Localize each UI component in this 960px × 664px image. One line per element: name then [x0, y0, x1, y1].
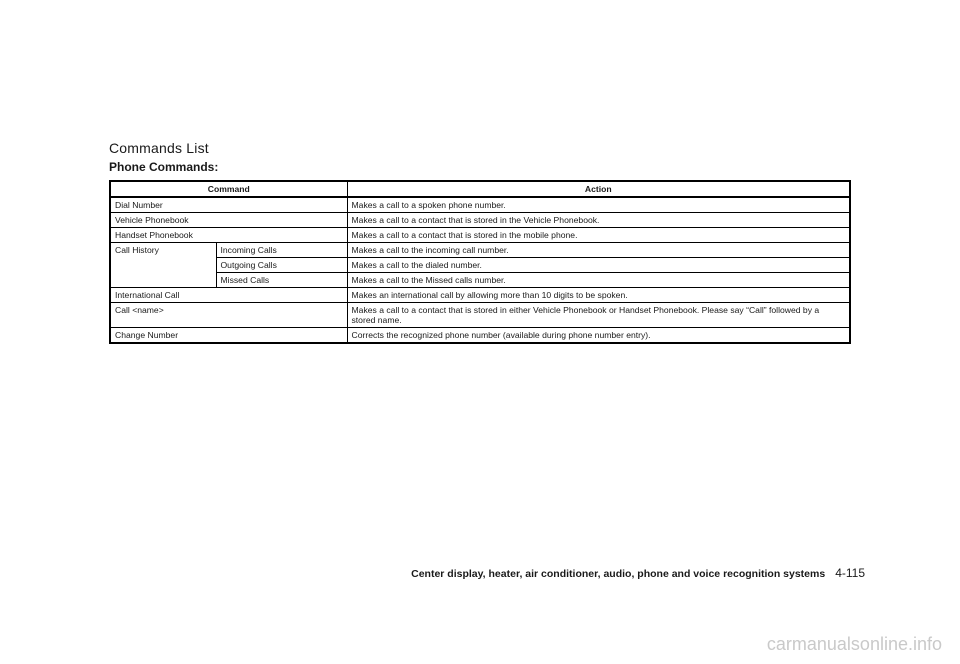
table-row — [110, 228, 850, 243]
table-row — [110, 273, 850, 288]
command-cell: Handset Phonebook — [110, 228, 347, 243]
table-row — [110, 303, 850, 328]
page-footer — [411, 566, 865, 580]
section-title: Commands List — [109, 140, 209, 156]
command-cell: Vehicle Phonebook — [110, 213, 347, 228]
commands-table — [109, 180, 851, 344]
action-cell: Corrects the recognized phone number (available during phone number entry). — [347, 328, 850, 344]
command-cell: Call <name> — [110, 303, 347, 328]
table-row — [110, 328, 850, 344]
command-cell: Change Number — [110, 328, 347, 344]
page-number: 4-115 — [835, 566, 865, 580]
action-cell: Makes a call to a spoken phone number. — [347, 197, 850, 213]
subsection-title: Phone Commands: — [109, 160, 219, 174]
command-cell: Call History — [110, 243, 216, 288]
header-action: Action — [347, 181, 850, 197]
action-cell: Makes a call to a contact that is stored in the Vehicle Phonebook. — [347, 213, 850, 228]
action-cell: Makes a call to the Missed calls number. — [347, 273, 850, 288]
subcommand-cell: Missed Calls — [216, 273, 347, 288]
subcommand-cell: Incoming Calls — [216, 243, 347, 258]
table-row — [110, 258, 850, 273]
chapter-title: Center display, heater, air conditioner, audio, phone and voice recognition systems — [411, 568, 826, 580]
header-command: Command — [110, 181, 347, 197]
table-row — [110, 288, 850, 303]
table-header-row — [110, 181, 850, 197]
watermark: carmanualsonline.info — [766, 634, 942, 654]
action-cell: Makes a call to the incoming call number. — [347, 243, 850, 258]
table-row — [110, 213, 850, 228]
action-cell: Makes a call to a contact that is stored in the mobile phone. — [347, 228, 850, 243]
action-cell: Makes a call to a contact that is stored in either Vehicle Phonebook or Handset Phonebook. Please say “Call” followed by a stored name. — [347, 303, 850, 328]
command-cell: Dial Number — [110, 197, 347, 213]
action-cell: Makes a call to the dialed number. — [347, 258, 850, 273]
table-row — [110, 197, 850, 213]
subcommand-cell: Outgoing Calls — [216, 258, 347, 273]
command-cell: International Call — [110, 288, 347, 303]
table-row — [110, 243, 850, 258]
action-cell: Makes an international call by allowing more than 10 digits to be spoken. — [347, 288, 850, 303]
